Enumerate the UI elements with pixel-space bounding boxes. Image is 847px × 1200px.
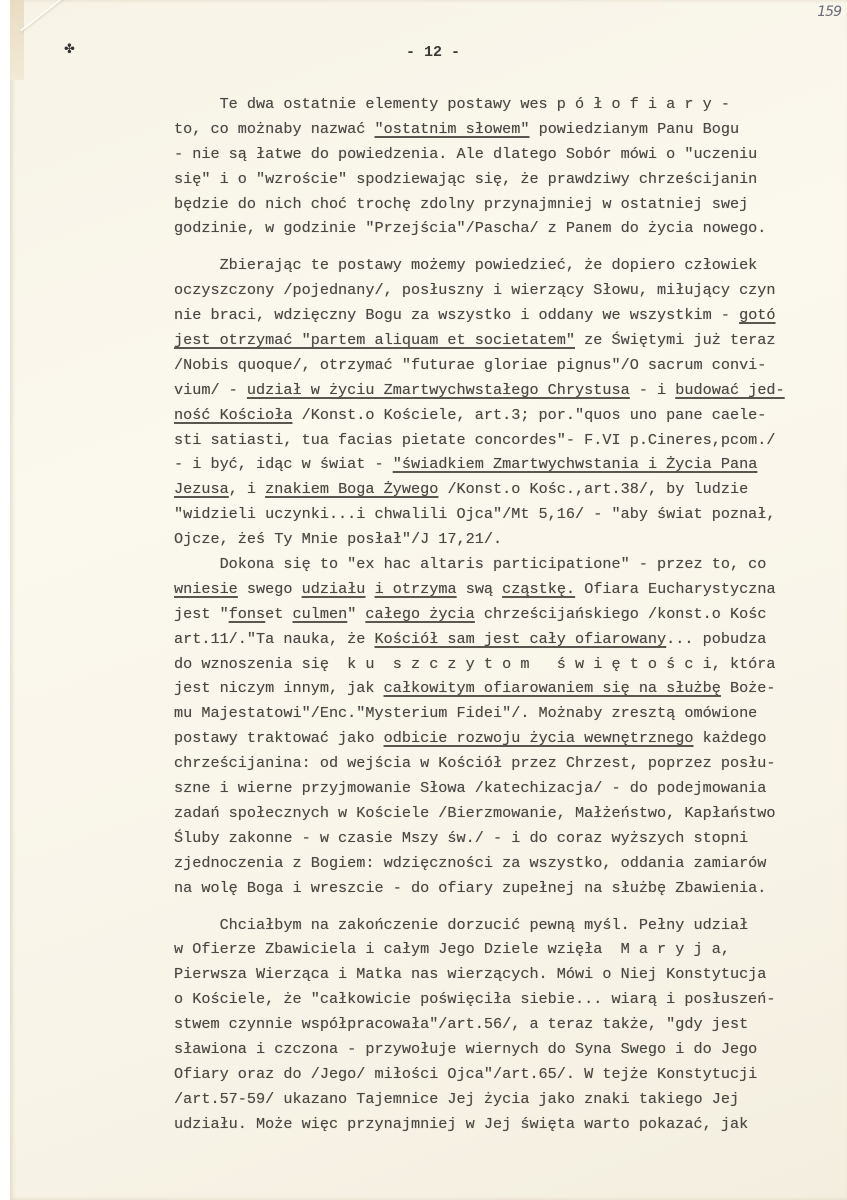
paragraph-gap [174,901,847,913]
text-line [174,801,847,826]
underlined-phrase: całego życia [365,604,475,623]
underlined-phrase: udziału [301,579,366,598]
text-segment: każdego [693,729,767,748]
text-segment: do wznoszenia się k u s z c z y t o m ś w i ę t o ś c i, która [174,654,776,673]
text-line [174,92,847,117]
underlined-phrase: i otrzyma [374,579,457,598]
text-segment: Boże- [720,679,776,698]
text-segment: godzinie, w godzinie "Przejścia"/Pascha/ z Panem do życia nowego. [174,219,767,238]
text-segment: Zbierając te postawy możemy powiedzieć, że dopiero człowiek [174,256,758,275]
text-line [174,1112,847,1137]
text-line [174,117,847,142]
text-segment: /art.57-59/ ukazano Tajemnice Jej życia jako znaki takiego Jej [174,1089,740,1108]
text-line [174,452,847,477]
text-segment: - nie są łatwe do powiedzenia. Ale dlatego Sobór mówi o "uczeniu [174,144,758,163]
text-line [174,726,847,751]
text-segment: , i [228,480,266,499]
underlined-phrase: gotó [739,306,776,325]
text-segment: " [347,604,366,623]
underlined-phrase: "świadkiem Zmartwychwstania i Życia Pana [392,455,758,474]
text-segment: "widzieli uczynki...i chwalili Ojca"/Mt 5,16/ - "aby świat poznał, [174,505,776,524]
text-line [174,1087,847,1112]
text-line [174,776,847,801]
underlined-phrase: fons [228,604,266,623]
text-line [174,701,847,726]
text-line [174,676,847,701]
document-page [10,0,847,1200]
text-segment: /Konst.o Kośc.,art.38/, by ludzie [438,480,749,499]
text-segment: Śluby zakonne - w czasie Mszy św./ - i do coraz wyższych stopni [174,828,749,847]
text-line [174,602,847,627]
text-segment: - i [629,380,676,399]
text-segment: Ofiary oraz do /Jego/ miłości Ojca"/art.65/. W tejże Konstytucji [174,1064,758,1083]
text-line [174,1037,847,1062]
text-line [174,627,847,652]
text-segment: sławiona i czczona - przywołuje wiernych do Syna Swego i do Jego [174,1039,758,1058]
text-line [174,502,847,527]
text-line [174,652,847,677]
text-segment: Pierwsza Wierząca i Matka nas wierzących. Mówi o Niej Konstytucja [174,965,767,984]
text-line [174,1012,847,1037]
text-line [174,962,847,987]
underlined-phrase: ność Kościoła [174,405,293,424]
text-segment: powiedzianym Panu Bogu [529,119,740,138]
text-segment: chrześcijanina: od wejścia w Kościół przez Chrzest, poprzez posłu- [174,754,776,773]
underlined-phrase: udział w życiu Zmartwychwstałego Chrystusa [246,380,630,399]
text-segment: zadań społecznych w Kościele /Bierzmowanie, Małżeństwo, Kapłaństwo [174,803,776,822]
text-segment: swą [456,579,503,598]
text-segment: Ofiara Eucharystyczna [575,579,776,598]
archive-page-number: 159 [817,4,841,20]
text-segment: jest " [174,604,229,623]
text-segment: chrześcijańskiego /konst.o Kośc [474,604,767,623]
underlined-phrase: Jezusa [174,480,229,499]
text-segment: jest niczym innym, jak [174,679,384,698]
typewritten-body [174,92,847,1137]
text-line [174,142,847,167]
text-line [174,477,847,502]
text-segment: Dokona się to "ex hac altaris participatione" - przez to, co [174,555,767,574]
underlined-phrase: culmen [292,604,348,623]
text-segment: na wolę Boga i wreszcie - do ofiary zupełnej na służbę Zbawienia. [174,878,767,897]
text-segment: Te dwa ostatnie elementy postawy wes p ó ł o f i a r y - [174,95,730,113]
text-line [174,826,847,851]
text-line [174,253,847,278]
text-line [174,987,847,1012]
underlined-phrase: odbicie rozwoju życia wewnętrznego [383,729,694,748]
text-line [174,328,847,353]
text-line [174,378,847,403]
text-segment: mu Majestatowi"/Enc."Mysterium Fidei"/. Możnaby zresztą omówione [174,704,758,723]
text-segment: w Ofierze Zbawiciela i całym Jego Dziele wzięła M a r y j a, [174,940,730,959]
underlined-phrase: cząstkę. [502,579,576,598]
text-segment: /Konst.o Kościele, art.3; por."quos uno pane caele- [292,405,767,424]
text-segment: postawy traktować jako [174,729,384,748]
text-line [174,876,847,901]
text-segment: stwem czynnie współpracowała"/art.56/, a teraz także, "gdy jest [174,1015,749,1034]
paper-fold-crease [20,0,116,32]
underlined-phrase: całkowitym ofiarowaniem się na służbę [383,679,721,698]
margin-cross-icon: ✤ [64,42,75,57]
text-segment: - i być, idąc w świat - [174,455,393,474]
underlined-phrase: wniesie [174,579,238,598]
text-line [174,278,847,303]
text-segment: et [265,604,293,623]
text-segment: vium/ - [174,380,247,399]
text-segment: Ojcze, żeś Ty Mnie posłał"/J 17,21/. [174,530,503,549]
text-line [174,527,847,552]
text-line [174,851,847,876]
text-line [174,167,847,192]
text-segment: Chciałbym na zakończenie dorzucić pewną myśl. Pełny udział [174,915,749,934]
text-segment: będzie do nich choć trochę zdolny przynajmniej w ostatniej swej [174,194,749,213]
text-line [174,1062,847,1087]
underlined-phrase: budować jed- [675,380,785,399]
text-segment: szne i wierne przyjmowanie Słowa /katechizacja/ - do podejmowania [174,779,767,798]
text-segment: się" i o "wzroście" spodziewając się, że prawdziwy chrześcijanin [174,169,758,188]
text-line [174,428,847,453]
underlined-phrase: "ostatnim słowem" [374,119,530,138]
text-line [174,353,847,378]
text-line [174,216,847,241]
text-segment: udziału. Może więc przynajmniej w Jej święta warto pokazać, jak [174,1114,749,1133]
underlined-phrase: jest otrzymać "partem aliquam et societatem" [174,331,576,350]
text-segment: sti satiasti, tua facias pietate concordes"- F.VI p.Cineres,pcom./ [174,430,776,449]
text-segment: o Kościele, że "całkowicie poświęciła siebie... wiarą i posłuszeń- [174,990,776,1009]
text-segment: zjednoczenia z Bogiem: wdzięczności za wszystko, oddania zamiarów [174,853,767,872]
text-segment: swego [237,579,302,598]
underlined-phrase: znakiem Boga Żywego [265,480,439,499]
text-segment [365,580,374,598]
text-segment: ze Świętymi już teraz [575,331,776,350]
underlined-phrase: Kościół sam jest cały ofiarowany [374,629,667,648]
text-segment: art.11/."Ta nauka, że [174,629,375,648]
text-segment: /Nobis quoque/, otrzymać "futurae gloriae pignus"/O sacrum convi- [174,355,767,374]
text-line [174,913,847,938]
text-line [174,937,847,962]
page-number: - 12 - [406,44,461,61]
text-line [174,303,847,328]
text-segment: oczyszczony /pojednany/, posłuszny i wierzący Słowu, miłujący czyn [174,281,776,300]
text-segment: ... pobudza [666,629,767,648]
text-line [174,552,847,577]
text-line [174,751,847,776]
text-segment: nie braci, wdzięczny Bogu za wszystko i oddany we wszystkim - [174,306,740,325]
paragraph-gap [174,241,847,253]
text-line [174,577,847,602]
text-segment: to, co możnaby nazwać [174,119,375,138]
text-line [174,192,847,217]
paper-edge-stain [10,0,24,80]
text-line [174,403,847,428]
